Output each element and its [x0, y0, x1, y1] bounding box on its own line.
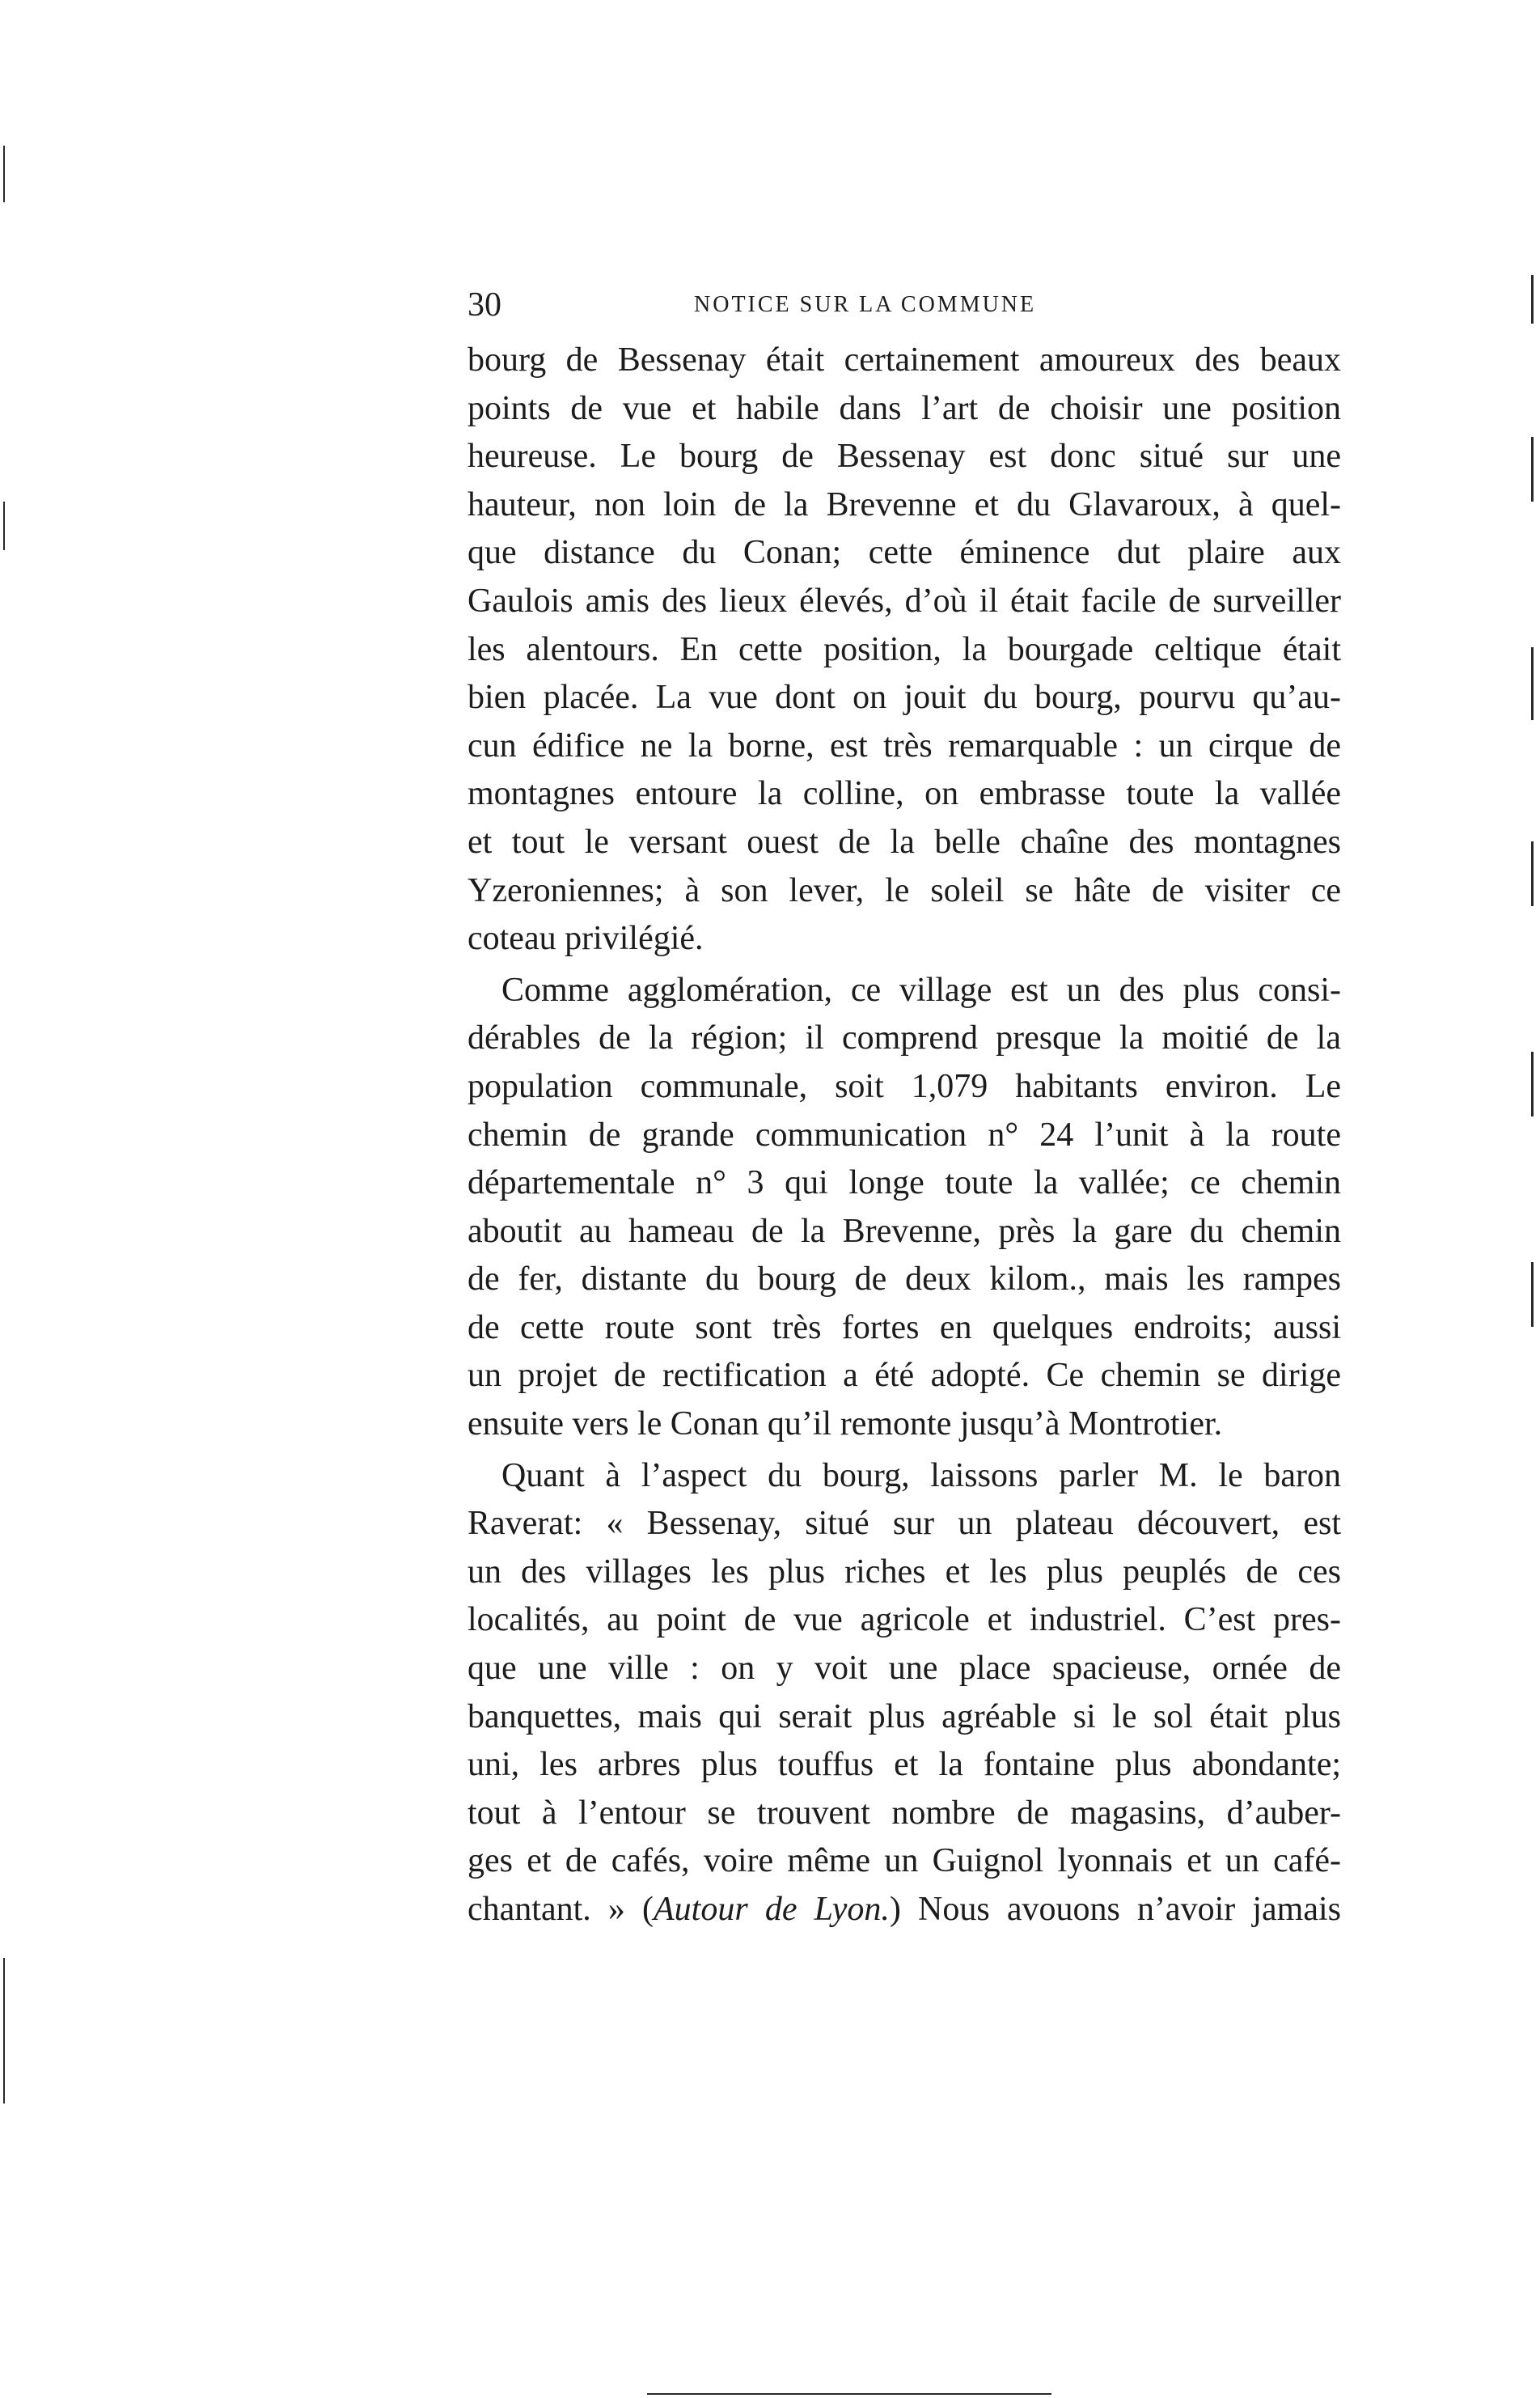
- scan-edge-mark: [1531, 437, 1534, 502]
- scan-edge-mark: [647, 2393, 1051, 2395]
- scan-edge-mark: [3, 502, 5, 550]
- text-line: ensuite vers le Conan qu’il remonte jusqu’à Montrotier.: [468, 1405, 1223, 1443]
- scan-edge-mark: [1531, 275, 1534, 324]
- scan-edge-mark: [1531, 1262, 1534, 1327]
- text-line: Comme agglomération, ce village est un des plus consi-: [501, 971, 1341, 1009]
- text-line: Yzeroniennes; à son lever, le soleil se hâte de visiter ce: [468, 871, 1341, 909]
- scan-edge-mark: [3, 1958, 5, 2104]
- citation-title: Autour de Lyon.: [654, 1891, 890, 1928]
- text-line: coteau privilégié.: [468, 920, 704, 958]
- text-line: dérables de la région; il comprend presque la moitié de la: [468, 1019, 1341, 1057]
- running-title: NOTICE SUR LA COMMUNE: [694, 292, 1037, 317]
- text-line: heureuse. Le bourg de Bessenay est donc situé sur une: [468, 438, 1341, 476]
- text-line: départementale n° 3 qui longe toute la vallée; ce chemin: [468, 1164, 1341, 1202]
- text-line: points de vue et habile dans l’art de choisir une position: [468, 389, 1341, 427]
- text-line: ges et de cafés, voire même un Guignol lyonnais et un café-: [468, 1842, 1341, 1880]
- scan-edge-mark: [1531, 647, 1534, 720]
- text-line: chemin de grande communication n° 24 l’unit à la route: [468, 1116, 1341, 1154]
- text-line: que distance du Conan; cette éminence dut plaire aux: [468, 534, 1341, 572]
- text-line-with-citation: [468, 1886, 1341, 1934]
- text-line: cun édifice ne la borne, est très remarquable : un cirque de: [468, 727, 1341, 765]
- text-line: les alentours. En cette position, la bourgade celtique était: [468, 630, 1341, 668]
- running-head: [468, 285, 1341, 325]
- scan-edge-mark: [1531, 1052, 1534, 1116]
- text-line: que une ville : on y voit une place spacieuse, ornée de: [468, 1650, 1341, 1688]
- text-line: bourg de Bessenay était certainement amoureux des beaux: [468, 341, 1341, 379]
- text-line: de cette route sont très fortes en quelques endroits; aussi: [468, 1308, 1341, 1346]
- text-line: de fer, distante du bourg de deux kilom., mais les rampes: [468, 1260, 1341, 1299]
- text-line: montagnes entoure la colline, on embrasse toute la vallée: [468, 775, 1341, 813]
- text-line: localités, au point de vue agricole et industriel. C’est pres-: [468, 1601, 1341, 1639]
- text-line: tout à l’entour se trouvent nombre de magasins, d’auber-: [468, 1794, 1341, 1832]
- text-line: aboutit au hameau de la Brevenne, près la gare du chemin: [468, 1212, 1341, 1250]
- page-number: 30: [468, 286, 501, 324]
- text-line: Gaulois amis des lieux élevés, d’où il était facile de surveiller: [468, 582, 1341, 620]
- scan-edge-mark: [1531, 841, 1534, 906]
- text-line: banquettes, mais qui serait plus agréable si le sol était plus: [468, 1697, 1341, 1735]
- text-line: population communale, soit 1,079 habitants environ. Le: [468, 1067, 1341, 1105]
- text-line: Raverat: « Bessenay, situé sur un plateau découvert, est: [468, 1505, 1341, 1543]
- scan-edge-mark: [3, 146, 5, 202]
- text-line: et tout le versant ouest de la belle chaîne des montagnes: [468, 823, 1341, 861]
- text-line: un des villages les plus riches et les plus peuplés de ces: [468, 1553, 1341, 1591]
- text-line: uni, les arbres plus touffus et la fontaine plus abondante;: [468, 1746, 1341, 1784]
- text-fragment: ) Nous avouons n’avoir jamais: [889, 1891, 1341, 1928]
- text-line: Quant à l’aspect du bourg, laissons parler M. le baron: [501, 1456, 1341, 1494]
- body-text: [468, 337, 1341, 1934]
- text-line: hauteur, non loin de la Brevenne et du Glavaroux, à quel-: [468, 485, 1341, 523]
- text-line: un projet de rectification a été adopté. Ce chemin se dirige: [468, 1357, 1341, 1395]
- text-fragment: chantant. » (: [468, 1891, 654, 1928]
- text-line: bien placée. La vue dont on jouit du bourg, pourvu qu’au-: [468, 679, 1341, 717]
